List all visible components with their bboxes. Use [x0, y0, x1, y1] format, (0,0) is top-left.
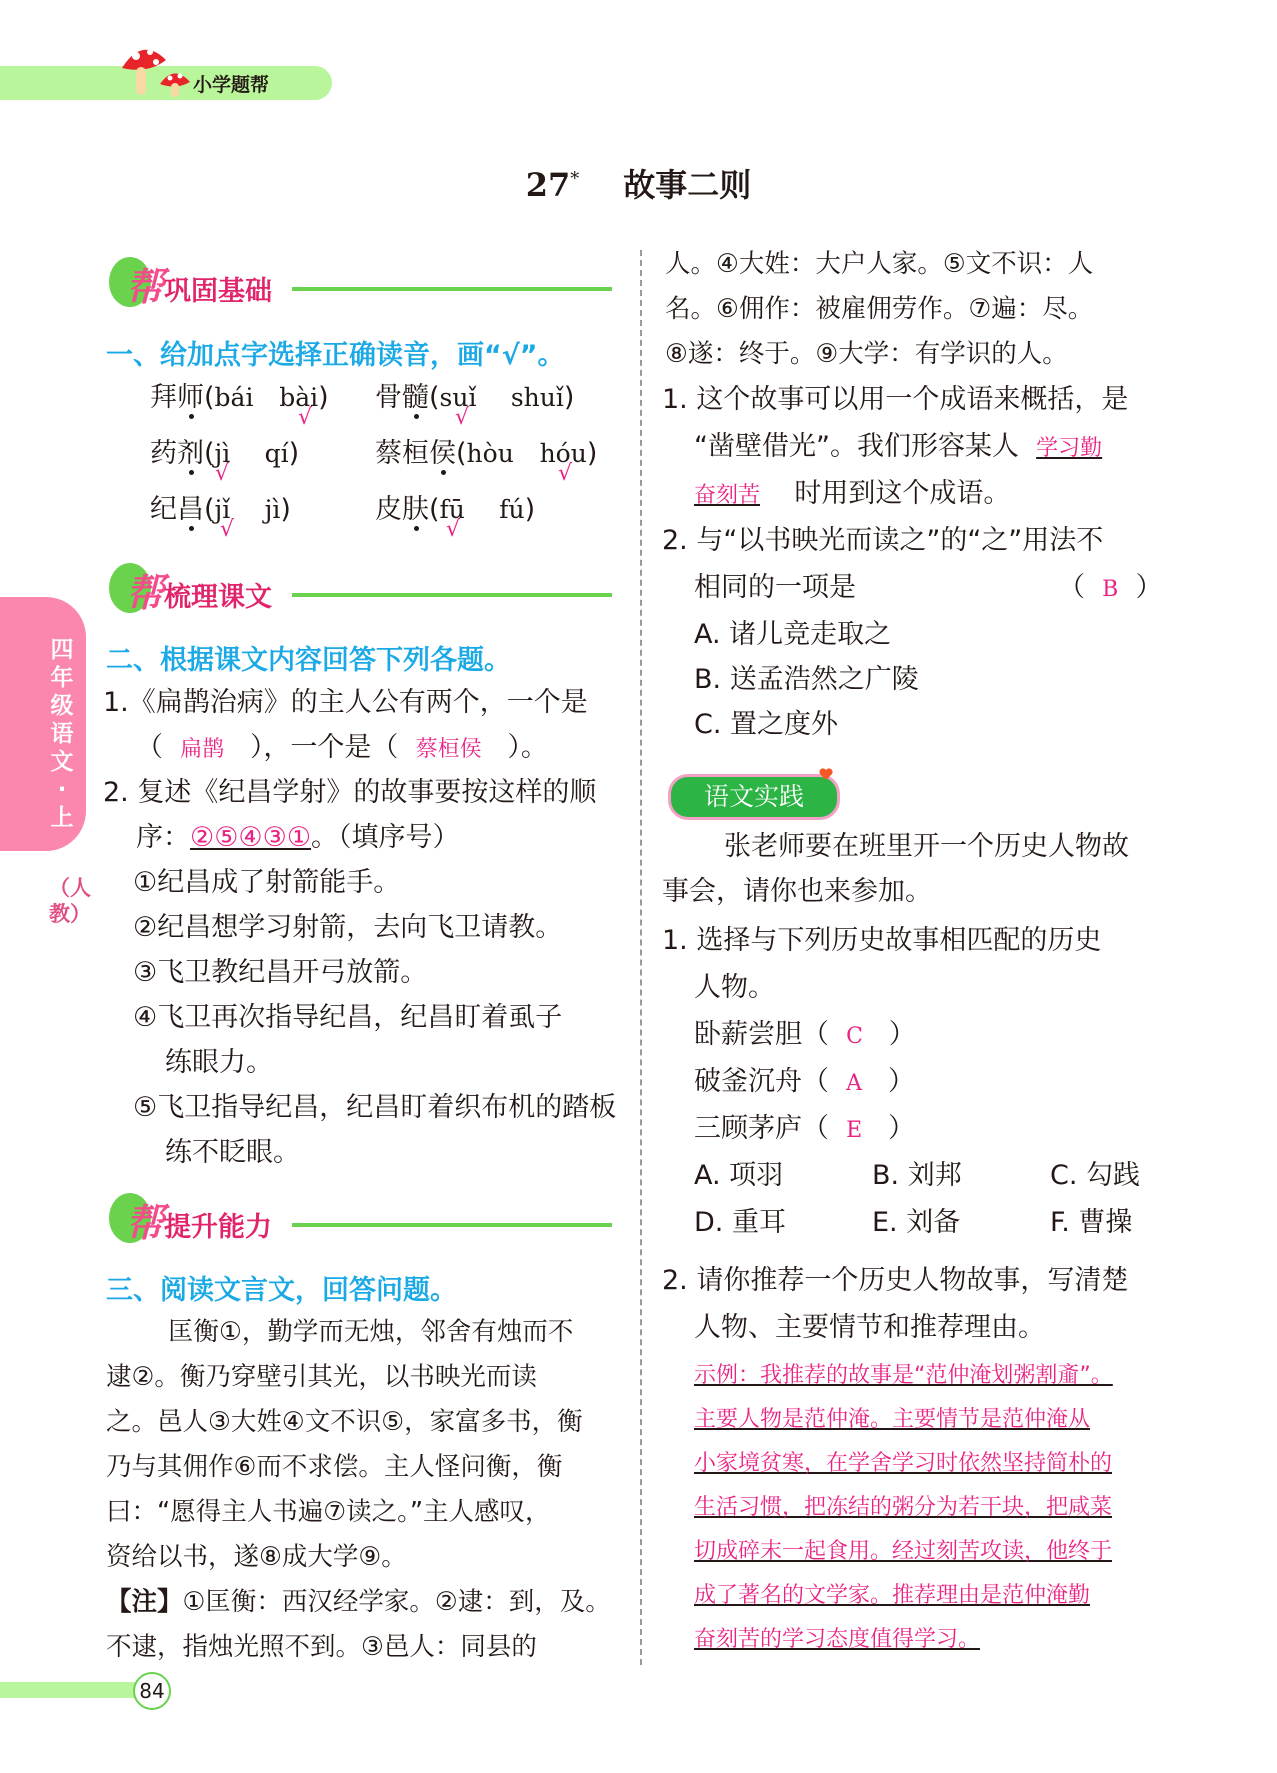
list-item: 练眼力。	[165, 1047, 273, 1078]
mushroom-logo-icon	[118, 38, 196, 100]
answer-bracket: （ B ）	[1058, 572, 1163, 603]
option-item: D. 重耳	[694, 1207, 786, 1238]
pinyin-item: 纪昌(jǐ jì)	[150, 494, 291, 525]
side-tab-edition: （人教）	[49, 876, 91, 926]
answer-line: 切成碎末一起食用。经过刻苦攻读，他终于	[694, 1539, 1113, 1564]
check-mark: √	[455, 405, 470, 430]
list-item: ①纪昌成了射箭能手。	[133, 867, 401, 898]
pinyin-item: 骨髓(suǐ shuǐ)	[375, 382, 575, 413]
side-tab-grade: 四年级语文·上	[50, 637, 74, 831]
option-row	[694, 1200, 1132, 1245]
notes	[106, 1580, 611, 1670]
option-item: C. 勾践	[1050, 1160, 1141, 1191]
banner-line	[292, 593, 612, 597]
notes-continued	[665, 242, 1093, 377]
question-line: 1.《扁鹊治病》的主人公有两个，一个是	[103, 687, 588, 718]
question-line: “凿壁借光”。我们形容某人 学习勤	[694, 431, 1103, 462]
option-item: C. 置之度外	[694, 709, 839, 740]
notes-line: 人。④大姓：大户人家。⑤文不识：人	[665, 249, 1094, 279]
question-line: 人物。	[694, 972, 775, 1003]
question-line: 相同的一项是	[694, 572, 856, 603]
passage-line: 乃与其佣作⑥而不求偿。主人怪问衡，衡	[106, 1452, 563, 1482]
answer-line: 成了著名的文学家。推荐理由是范仲淹勤	[694, 1583, 1091, 1608]
answer-line: 生活习惯，把冻结的粥分为若干块，把咸菜	[694, 1495, 1113, 1520]
question-line: 奋刻苦 时用到这个成语。	[694, 478, 1011, 509]
passage-line: 资给以书，遂⑧成大学⑨。	[106, 1542, 407, 1572]
question-line: 1. 这个故事可以用一个成语来概括，是	[662, 384, 1129, 415]
section2-heading: 二、根据课文内容回答下列各题。	[106, 645, 511, 676]
question-line: 1. 选择与下列历史故事相匹配的历史	[662, 925, 1102, 956]
list-item: ④飞卫再次指导纪昌，纪昌盯着虱子	[133, 1002, 563, 1033]
list-item: ③飞卫教纪昌开弓放箭。	[133, 957, 428, 988]
section3-heading: 三、阅读文言文，回答问题。	[106, 1275, 457, 1306]
practice-badge: 语文实践	[668, 774, 840, 820]
answer-line: 小家境贫寒，在学舍学习时依然坚持简朴的	[694, 1451, 1113, 1476]
option-item: F. 曹操	[1050, 1207, 1133, 1238]
footer-bar	[0, 1682, 135, 1698]
banner-line	[292, 287, 612, 291]
check-mark: √	[298, 405, 313, 430]
answer-line: 主要人物是范仲淹。主要情节是范仲淹从	[694, 1407, 1091, 1432]
option-item: A. 项羽	[694, 1160, 784, 1191]
question-line: 2. 复述《纪昌学射》的故事要按这样的顺	[103, 777, 597, 808]
pinyin-item: 拜师(bái bài)	[150, 382, 329, 413]
check-mark: √	[446, 517, 461, 542]
answer-line: 示例：我推荐的故事是“范仲淹划粥割齑”。	[694, 1363, 1113, 1388]
option-item: B. 送孟浩然之广陵	[694, 664, 919, 695]
check-mark: √	[558, 461, 573, 486]
notes-line: 名。⑥佣作：被雇佣劳作。⑦遍：尽。	[665, 294, 1094, 324]
match-item: 破釜沉舟（ A ）	[694, 1066, 915, 1097]
notes-line: ⑧遂：终于。⑨大学：有学识的人。	[665, 339, 1068, 369]
passage-line: 曰：“愿得主人书遍⑦读之。”主人感叹，	[106, 1497, 551, 1527]
column-divider	[640, 250, 642, 1665]
list-item: 练不眨眼。	[165, 1137, 300, 1168]
passage-line: 匡衡①，勤学而无烛，邻舍有烛而不	[168, 1317, 574, 1347]
option-item: E. 刘备	[872, 1207, 961, 1238]
practice-intro	[662, 824, 1129, 914]
intro-line: 事会，请你也来参加。	[662, 876, 932, 907]
essay-answer	[694, 1354, 1164, 1662]
answer-line: 奋刻苦的学习态度值得学习。	[694, 1627, 981, 1652]
option-item: A. 诸儿竞走取之	[694, 619, 892, 650]
lesson-title: 故事二则	[623, 166, 752, 204]
page-number: 84	[133, 1672, 171, 1710]
check-mark: √	[220, 517, 235, 542]
option-list	[694, 612, 919, 747]
check-mark: √	[215, 461, 230, 486]
list-item: ⑤飞卫指导纪昌，纪昌盯着织布机的踏板	[133, 1092, 617, 1123]
list-item: ②纪昌想学习射箭，去向飞卫请教。	[133, 912, 563, 943]
passage-line: 逮②。衡乃穿壁引其光，以书映光而读	[106, 1362, 537, 1392]
pinyin-item: 蔡桓侯(hòu hóu)	[375, 438, 598, 469]
pinyin-item: 皮肤(fū fú)	[375, 494, 536, 525]
question-line: 2. 与“以书映光而读之”的“之”用法不	[662, 525, 1104, 556]
classical-passage	[106, 1310, 583, 1580]
option-row	[694, 1153, 1140, 1198]
pinyin-item: 药剂(jì qí)	[150, 438, 300, 469]
question-line: （ 扁鹊 ），一个是（ 蔡桓侯 ）。	[136, 732, 548, 763]
option-item: B. 刘邦	[872, 1160, 962, 1191]
lesson-number: 27*	[525, 166, 580, 204]
passage-line: 之。邑人③大姓④文不识⑤，家富多书，衡	[106, 1407, 583, 1437]
question-line: 人物、主要情节和推荐理由。	[694, 1312, 1045, 1343]
notes-line: 【注】①匡衡：西汉经学家。②逮：到，及。	[106, 1587, 611, 1617]
notes-line: 不逮，指烛光照不到。③邑人：同县的	[106, 1632, 537, 1662]
match-item: 三顾茅庐（ E ）	[694, 1113, 915, 1144]
question-line: 2. 请你推荐一个历史人物故事，写清楚	[662, 1265, 1129, 1296]
page-title	[0, 160, 1277, 206]
match-item: 卧薪尝胆（ C ）	[694, 1019, 916, 1050]
banner-line	[292, 1223, 612, 1227]
question-line: 序：②⑤④③①。（填序号）	[136, 822, 460, 853]
match-list	[694, 1012, 916, 1153]
intro-line: 张老师要在班里开一个历史人物故	[724, 831, 1129, 862]
section1-heading: 一、给加点字选择正确读音，画“√”。	[106, 340, 565, 371]
step-list	[133, 860, 616, 1175]
brand-name: 小学题帮	[193, 74, 270, 96]
heart-icon	[818, 766, 834, 782]
